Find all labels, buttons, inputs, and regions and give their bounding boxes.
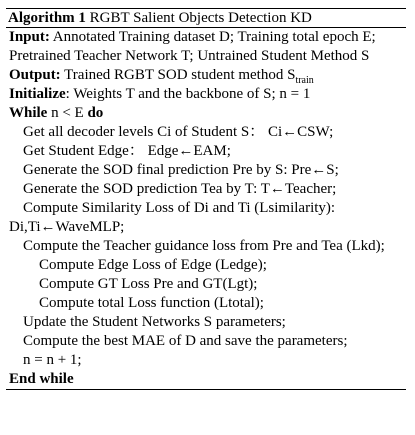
step-best-mae: Compute the best MAE of D and save the parameters; bbox=[23, 333, 348, 349]
algorithm-name: RGBT Salient Objects Detection KD bbox=[89, 10, 312, 26]
step-wavemlp: Di,Ti←WaveMLP; bbox=[9, 219, 125, 235]
algorithm-label: Algorithm 1 bbox=[8, 10, 86, 26]
input-line: Input: Annotated Training dataset D; Training total epoch E; bbox=[9, 29, 376, 45]
algorithm-block bbox=[6, 8, 406, 390]
bottom-rule bbox=[6, 389, 406, 390]
step-update-parameters: Update the Student Networks S parameters; bbox=[23, 314, 286, 330]
step-increment-n: n = n + 1; bbox=[23, 352, 82, 368]
step-gt-loss: Compute GT Loss Pre and GT(Lgt); bbox=[39, 276, 258, 292]
initialize-line: Initialize: Weights T and the backbone of S; n = 1 bbox=[9, 86, 311, 102]
step-student-edge: Get Student Edge： Edge←EAM; bbox=[23, 143, 231, 159]
step-decoder-levels: Get all decoder levels Ci of Student S： Ci←CSW; bbox=[23, 124, 334, 140]
input-line-2: Pretrained Teacher Network T; Untrained Student Method S bbox=[9, 48, 370, 64]
step-similarity-loss: Compute Similarity Loss of Di and Ti (Lsimilarity): bbox=[23, 200, 336, 216]
while-line: While n < E do bbox=[9, 105, 104, 121]
algorithm-title bbox=[8, 9, 406, 27]
step-total-loss: Compute total Loss function (Ltotal); bbox=[39, 295, 264, 311]
output-line: Output: Trained RGBT SOD student method $S_{train}$ bbox=[9, 67, 314, 86]
step-final-prediction: Generate the SOD final prediction Pre by S: Pre←S; bbox=[23, 162, 339, 178]
step-teacher-guidance-loss: Compute the Teacher guidance loss from Pre and Tea (Lkd); bbox=[23, 238, 385, 254]
step-teacher-prediction: Generate the SOD prediction Tea by T: T←Teacher; bbox=[23, 181, 337, 197]
step-edge-loss: Compute Edge Loss of Edge (Ledge); bbox=[39, 257, 267, 273]
end-while-line: End while bbox=[9, 371, 74, 387]
